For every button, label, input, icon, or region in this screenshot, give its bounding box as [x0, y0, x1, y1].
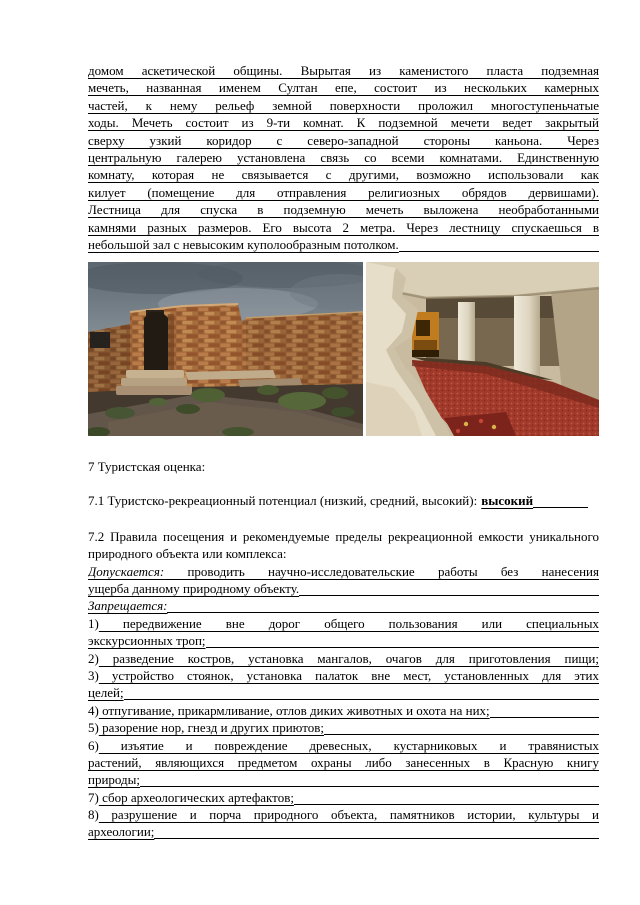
fill-rule	[167, 612, 599, 613]
rule-8-number: 8)	[88, 807, 99, 823]
allowed-line-2	[88, 580, 599, 597]
rule-2-line-1	[88, 650, 599, 667]
allowed-line-1-text: проводить научно-исследовательские работы без нанесения	[164, 563, 599, 579]
rule-4-text: отпугивание, прикармливание, отлов диких животных и охота на них;	[98, 702, 490, 718]
fill-rule	[294, 804, 599, 805]
rule-6-text: изъятие и повреждение древесных, кустарниковых и травянистых	[98, 737, 599, 753]
allowed-line-2-text: ущерба данному природному объекту.	[88, 581, 300, 597]
rule-6-line-2: растений, являющихся предметом охраны либо занесенных в Красную книгу	[88, 754, 599, 770]
fill-rule	[399, 251, 599, 252]
allowed-term: Допускается:	[88, 563, 165, 579]
intro-paragraph-line-8: килует (помещение для отправления религиозных обрядов дервишами).	[88, 184, 599, 200]
intro-paragraph-line-1: домом аскетической общины. Вырытая из каменистого пласта подземная	[88, 63, 599, 78]
fill-rule	[324, 734, 599, 735]
intro-paragraph-line-5: сверху узкий коридор с северо-западной стороны каньона. Через	[88, 132, 599, 148]
rule-4-number: 4)	[88, 702, 99, 718]
intro-paragraph-line-4: ходы. Мечеть состоит из 9-ти комнат. К подземной мечети ведет закрытый	[88, 115, 599, 131]
rule-1-number: 1)	[88, 615, 99, 631]
rule-7-text: сбор археологических артефактов;	[98, 789, 294, 805]
rule-3-number: 3)	[88, 667, 99, 683]
ruins-photo	[88, 262, 363, 436]
rule-1-text-2: экскурсионных троп;	[88, 633, 206, 649]
fill-rule	[206, 647, 599, 648]
rule-7-line-1	[88, 789, 599, 806]
item-7-2-line-1: 7.2 Правила посещения и рекомендуемые пределы рекреационной емкости уникального	[88, 528, 599, 544]
rule-1-line-1	[88, 615, 599, 632]
underground-interior-photo	[366, 262, 599, 436]
fill-rule	[124, 699, 599, 700]
rule-6-text-3: природы;	[88, 772, 140, 788]
rule-3-text: устройство стоянок, установка палаток вне мест, установленных для этих	[98, 667, 599, 683]
rule-3-line-1	[88, 667, 599, 684]
rule-6-line-3	[88, 771, 599, 788]
item-7-1-line	[88, 492, 599, 509]
spacer	[88, 509, 599, 528]
intro-paragraph-line-11	[88, 236, 599, 253]
rule-8-line-2	[88, 824, 599, 841]
intro-last-text: небольшой зал с невысоким куполообразным потолком.	[88, 236, 399, 252]
rule-3-line-2	[88, 684, 599, 701]
prohibited-term: Запрещается:	[88, 598, 168, 614]
intro-paragraph-line-7: комнату, которая не связывается с другими, возможно использовали как	[88, 167, 599, 183]
value-underline-rule	[533, 507, 588, 508]
fill-rule	[140, 786, 599, 787]
intro-paragraph-line-6: центральную галерею установлена связь со всеми комнатами. Единственную	[88, 149, 599, 165]
photo-row	[88, 262, 599, 436]
fill-rule	[154, 838, 599, 839]
potential-value: высокий	[481, 492, 534, 508]
section-7-heading: 7 Туристская оценка:	[88, 458, 206, 474]
rule-5-text: разорение нор, гнезд и других приютов;	[98, 720, 324, 736]
rule-2-number: 2)	[88, 650, 99, 666]
rule-6-number: 6)	[88, 737, 99, 753]
intro-paragraph-line-10: камнями разных размеров. Его высота 2 метра. Через лестницу спускаешься в	[88, 219, 599, 235]
text-column	[88, 62, 599, 841]
rule-6-line-1	[88, 737, 599, 754]
allowed-line-1	[88, 563, 599, 580]
rule-1-line-2	[88, 632, 599, 649]
rule-2-text: разведение костров, установка мангалов, очагов для приготовления пищи;	[98, 650, 599, 666]
rule-3-text-2: целей;	[88, 685, 124, 701]
rule-1-text: передвижение вне дорог общего пользования или специальных	[98, 615, 599, 631]
fill-rule	[490, 717, 599, 718]
rule-8-text: разрушение и порча природного объекта, памятников истории, культуры и	[98, 807, 599, 823]
rule-5-line-1	[88, 719, 599, 736]
rule-5-number: 5)	[88, 720, 99, 736]
item-7-1-label: 7.1 Туристско-рекреационный потенциал (низкий, средний, высокий):	[88, 492, 478, 508]
intro-paragraph-line-9: Лестница для спуска в подземную мечеть выложена необработанными	[88, 202, 599, 218]
rule-8-text-2: археологии;	[88, 824, 155, 840]
prohibited-line	[88, 597, 599, 614]
item-7-2-line-2: природного объекта или комплекса:	[88, 546, 287, 562]
rule-7-number: 7)	[88, 789, 99, 805]
spacer	[88, 475, 599, 492]
intro-paragraph-line-3: частей, к нему рельеф земной поверхности проложил многоступеньчатые	[88, 97, 599, 113]
intro-paragraph-line-2: мечеть, названная именем Султан епе, состоит из нескольких камерных	[88, 80, 599, 96]
fill-rule	[299, 595, 599, 596]
rule-8-line-1	[88, 806, 599, 823]
rule-4-line-1	[88, 702, 599, 719]
